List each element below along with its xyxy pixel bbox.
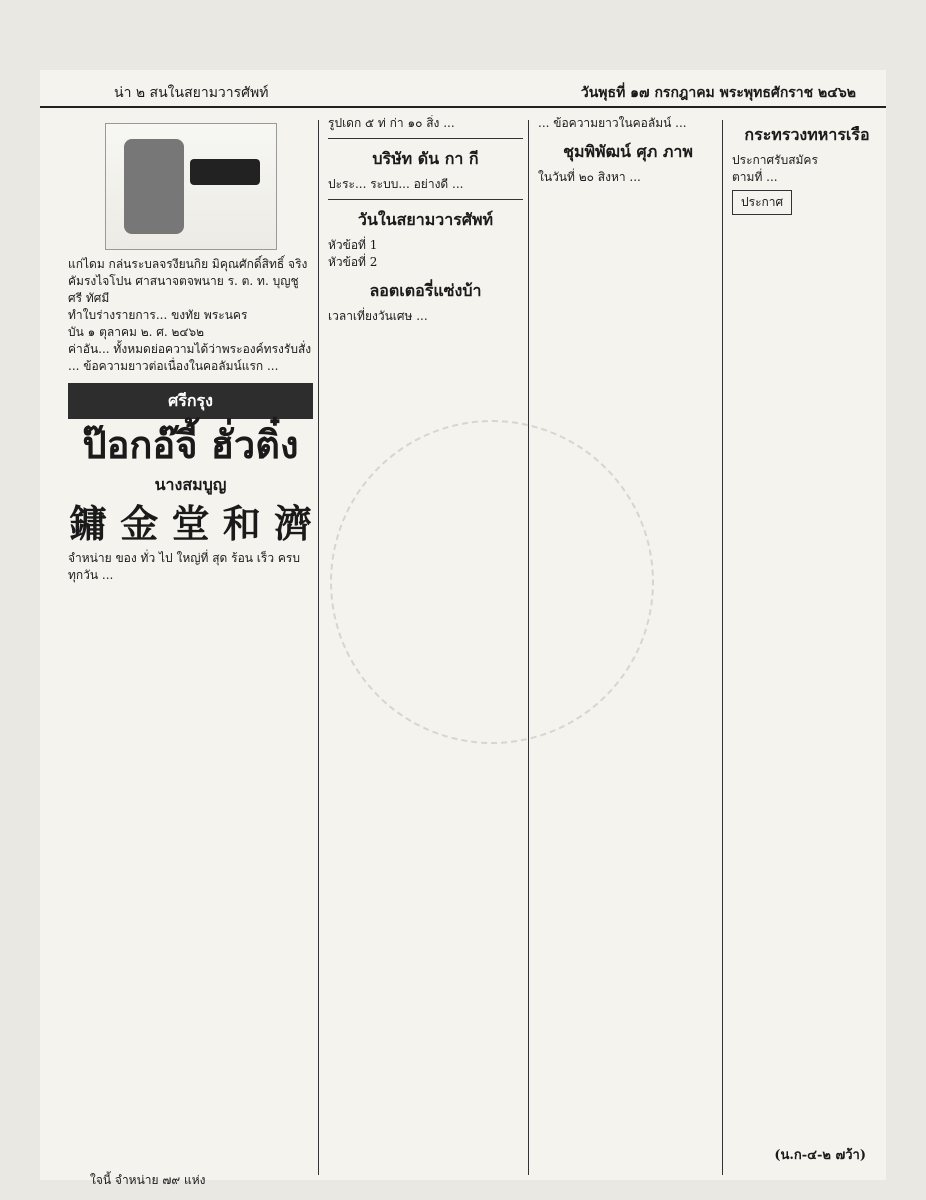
column-3-top: ... ข้อความยาวในคอลัมน์ ... [538, 116, 687, 130]
column-3-title: วันในสยามวารศัพท์ [357, 210, 494, 230]
column-2-subtitle: ปะระ... ระบบ... อย่างดี ... [328, 177, 464, 192]
column-5-subtitle: ประกาศรับสมัคร [732, 153, 818, 167]
column-2-divider-2 [328, 199, 523, 200]
column-1-par-4: ... ข้อความยาวต่อเนื่องในคอลัมน์แรก ... [68, 359, 279, 374]
column-4 [732, 115, 882, 1175]
column-3-paragraph: เวลาเที่ยงวันเศษ ... [328, 309, 428, 324]
column-divider-1 [318, 120, 319, 1175]
column-5-title: กระทรวงทหารเรือ [744, 125, 870, 144]
column-3-section: ลอตเตอรี่แซ่งบ้า [369, 281, 482, 301]
header-left-text: น่า ๒ สนในสยามวารศัพท์ [114, 85, 269, 101]
column-1-par-1: ทำใบร่างรายการ... ขงทัย พระนคร [68, 308, 248, 323]
column-5-paragraph: ตามที่ ... [732, 170, 778, 185]
column-4-title: ชุมพิพัฒน์ ศุภ ภาพ [563, 142, 693, 162]
status-badge: ประกาศ [732, 190, 792, 215]
column-2-top: รูปเดก ๕ ท่ ก่า ๑๐ สิ่ง ... [328, 116, 455, 130]
column-divider-3 [722, 120, 723, 1175]
newspaper-header [40, 70, 886, 108]
column-1-intro: แก่ไดม กล่นระบลจรงียนกิย มิคุณศักดิ์สิทธิ์ จริง คัมรงไจโปน ศาสนาจตจพนาย ร. ต. ท. บุญชู ศรี ทัศมี [68, 257, 308, 306]
column-1-par-2: บัน ๑ ตุลาคม ๒. ศ. ๒๔๖๒ [68, 325, 205, 340]
illustration-figure [105, 123, 277, 250]
column-3-item-1: หัวข้อที่ 1 [328, 238, 378, 253]
column-3 [538, 115, 718, 1175]
column-divider-2 [528, 120, 529, 1175]
bottom-right-note: (น.ก-๔-๒ ๗ว้า) [774, 1148, 866, 1163]
column-2-divider [328, 138, 523, 139]
column-1-banner: ศรีกรุง [68, 383, 313, 419]
ad-title: ป๊อกอ๊จี้ ฮั่วติ๋ง [82, 422, 299, 468]
column-2-title: บริษัท ดัน กา กี [372, 149, 479, 169]
bottom-left-note: ใจนี้ จำหน่าย ๗๙ แห่ง [90, 1173, 206, 1187]
column-2 [328, 115, 523, 1175]
ad-subtitle: นางสมบูญ [154, 475, 227, 495]
ad-chinese: 鏞 金 堂 和 濟 [69, 501, 312, 547]
column-4-paragraph: ในวันที่ ๒๐ สิงหา ... [538, 170, 641, 185]
column-1-par-3: ค่าอัน... ทั้งหมดย่อความได้ว่าพระองค์ทรงรับสั่ง [68, 342, 312, 357]
ad-text: จำหน่าย ของ ทั่ว ไป ใหญ่ที่ สุด ร้อน เร็ว ครบทุกวัน ... [68, 551, 300, 583]
column-1 [68, 115, 313, 1175]
header-right-text: วันพุธที่ ๑๗ กรกฎาคม พระพุทธศักราช ๒๔๖๒ [580, 85, 856, 101]
column-3-item-2: หัวข้อที่ 2 [328, 255, 378, 270]
